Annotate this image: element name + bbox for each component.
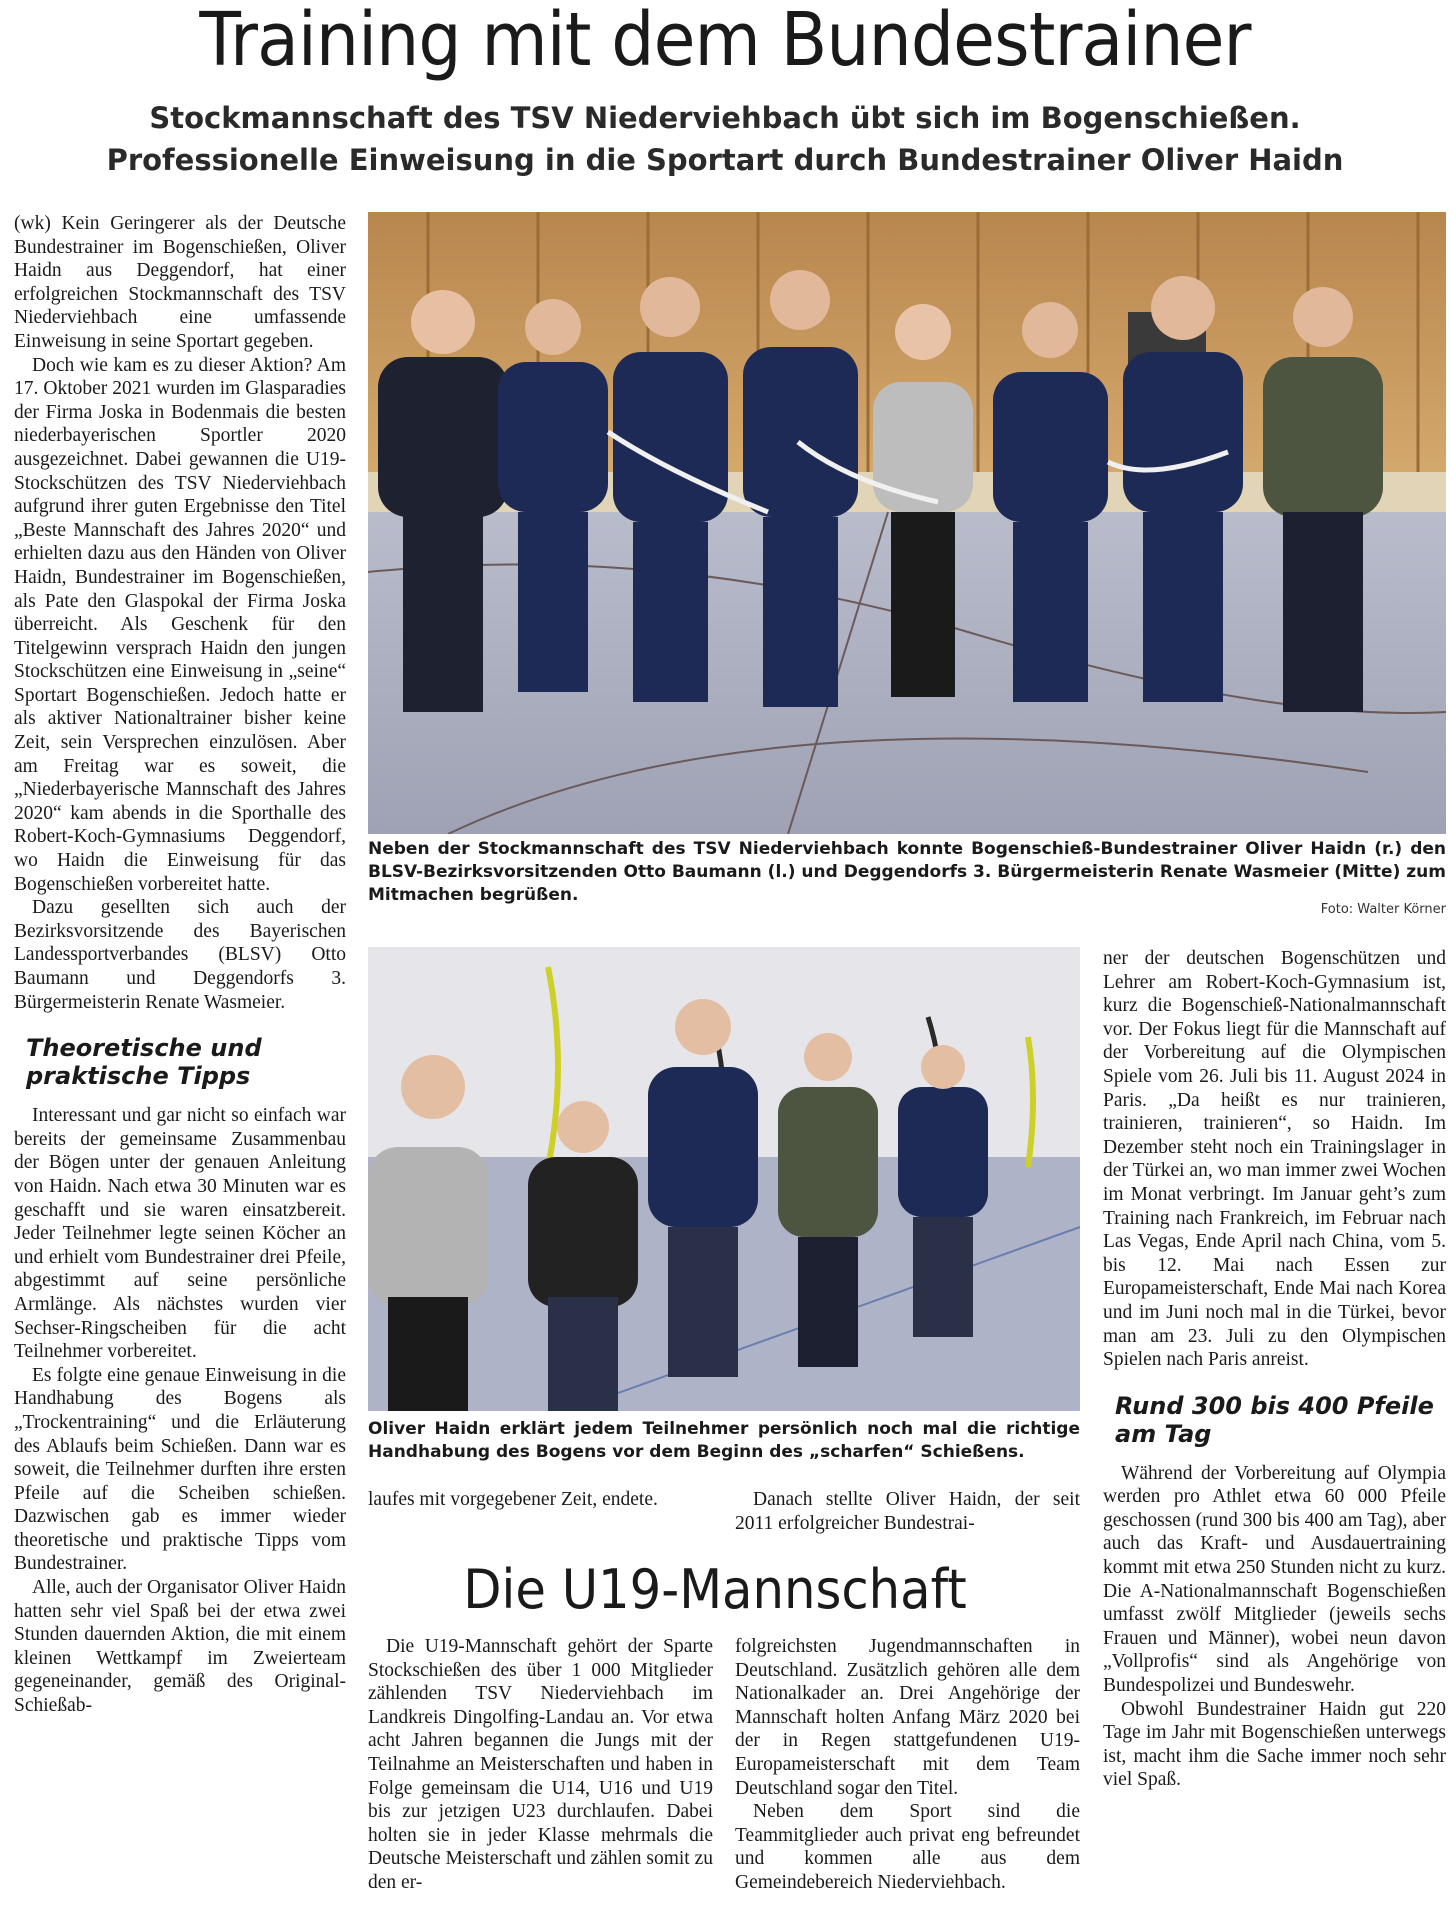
box-title: Die U19-Mannschaft (463, 1558, 967, 1621)
paragraph: Doch wie kam es zu dieser Aktion? Am 17. Oktober 2021 wurden im Glasparadies der Firma Joska in Bodenmais die besten niederbayerischen Sportler 2020 ausgezeichnet. Dabei gewannen die U19-Stockschützen des TSV Niederviehbach aufgrund ihrer guten Ergebnisse den Titel „Beste Mannschaft des Jahres 2020“ und erhielten dazu aus den Händen von Oliver Haidn, Bundestrainer im Bogenschießen, als Pate den Glaspokal der Firma Joska überreicht. Als Geschenk für den Titelgewinn versprach Haidn den jungen Stockschützen eine Einweisung in „seine“ Sportart Bogenschießen. Jedoch hatte er als aktiver Nationaltrainer bisher keine Zeit, sein Versprechen einzulösen. Aber am Freitag war es soweit, die „Niederbayerische Mannschaft des Jahres 2020“ kam abends in die Sporthalle des Robert-Koch-Gymnasiums Deggendorf, wo Haidn die Einweisung für das Bogenschießen vorbereitet hatte. (14, 354, 346, 895)
subheadline-line-2: Professionelle Einweisung in die Sportart durch Bundestrainer Oliver Haidn (106, 143, 1344, 177)
paragraph: Danach stellte Oliver Haidn, der seit 2011 erfolgreicher Bundestrai- (735, 1489, 1080, 1534)
photo1-credit: Foto: Walter Körner (1320, 902, 1446, 917)
paragraph: Die U19-Mannschaft gehört der Sparte Stockschießen des über 1 000 Mitglieder zählenden TSV Niederviehbach im Landkreis Dingolfing-Landau an. Vor etwa acht Jahren begannen die Jungs mit der Teilnahme an Meisterschaften und haben in Folge gemeinsam die U14, U16 und U19 bis zur jetzigen U23 durchlaufen. Dabei holten sie in jeder Klasse mehrmals die Deutsche Meisterschaft und zählen somit zu den er- (368, 1636, 713, 1893)
paragraph: Obwohl Bundestrainer Haidn gut 220 Tage im Jahr mit Bogenschießen unterwegs ist, macht ihm die Sache immer noch sehr viel Spaß. (1103, 1698, 1446, 1791)
box-column-1 (368, 1635, 713, 1895)
paragraph: ner der deutschen Bogenschützen und Lehrer am Robert-Koch-Gymnasium ist, kurz die Bogenschieß-Nationalmannschaft vor. Der Fokus liegt für die Mannschaft auf der Vorbereitung auf die Olympischen Spiele vom 26. Juli bis 11. August 2024 in Paris. „Da heißt es nur trainieren, trainieren, trainieren“, so Haidn. Im Dezember steht noch ein Trainingslager in der Türkei an, wo man immer zwei Wochen im Monat verbringt. Im Januar geht’s zum Training nach Frankreich, im Februar nach Las Vegas, Ende April nach China, vom 5. bis 12. Mai nach Essen zur Europameisterschaft, Ende Mai nach Korea und im Juni noch mal in die Türkei, bevor man am 23. Juli zu den Olympischen Spielen nach Paris anreist. (1103, 948, 1446, 1371)
paragraph: folgreichsten Jugendmannschaften in Deutschland. Zusätzlich gehören alle dem Nationalkader an. Drei Angehörige der Mannschaft holten Anfang März 2020 bei der in Regen stattgefundenen U19-Europameisterschaft mit dem Team Deutschland sogar den Titel. (735, 1636, 1080, 1799)
paragraph: Alle, auch der Organisator Oliver Haidn hatten sehr viel Spaß bei der etwa zwei Stunden dauernden Aktion, die mit einem kleinen Wettkampf im Zweierteam gegeneinander, gemäß des Original-Schießab- (14, 1577, 346, 1717)
paragraph: Neben dem Sport sind die Teammitglieder auch privat eng befreundet und kommen alle aus dem Gemeindebereich Niederviehbach. (735, 1801, 1080, 1893)
group-photo (368, 212, 1446, 834)
mid-column-a (368, 1488, 708, 1512)
subheading: Theoretische und praktische Tipps (26, 1034, 262, 1091)
archery-photo (368, 947, 1080, 1411)
paragraph: Dazu gesellten sich auch der Bezirksvorsitzende des Bayerischen Landessportverbandes (BLSV) Otto Baumann und Deggendorfs 3. Bürgermeisterin Renate Wasmeier. (14, 897, 346, 1013)
box-column-2 (735, 1635, 1080, 1895)
paragraph: Interessant und gar nicht so einfach war bereits der gemeinsame Zusammenbau der Bögen unter der genauen Anleitung von Haidn. Nach etwa 30 Minuten war es geschafft und sie waren einsatzbereit. Jeder Teilnehmer legte seinen Köcher an und erhielt vom Bundestrainer drei Pfeile, abgestimmt auf seine persönliche Armlänge. Als nächstes wurden vier Sechser-Ringscheiben für die acht Teilnehmer vorbereitet. (14, 1105, 346, 1363)
paragraph: Während der Vorbereitung auf Olympia werden pro Athlet etwa 60 000 Pfeile geschossen (rund 300 bis 400 am Tag), aber auch das Kraft- und Ausdauertraining kommt mit etwa 250 Stunden nicht zu kurz. Die A-Nationalmannschaft Bogenschießen umfasst zwölf Mitglieder (jeweils sechs Frauen und Männer), wobei neun davon „Vollprofis“ sind als Angehörige von Bundespolizei und Bundeswehr. (1103, 1462, 1446, 1697)
paragraph: laufes mit vorgegebener Zeit, endete. (368, 1489, 658, 1510)
paragraph: (wk) Kein Geringerer als der Deutsche Bundestrainer im Bogenschießen, Oliver Haidn aus Deggendorf, hat einer erfolgreichen Stockmannschaft des TSV Niederviehbach eine umfassende Einweisung in seine Sportart gegeben. (14, 213, 346, 352)
mid-column-b (735, 1488, 1080, 1535)
headline: Training mit dem Bundestrainer (199, 0, 1251, 83)
photo1-caption: Neben der Stockmannschaft des TSV Niederviehbach konnte Bogenschieß-Bundestrainer Oliver Haidn (r.) den BLSV-Bezirksvorsitzenden Otto Baumann (l.) und Deggendorfs 3. Bürgermeisterin Renate Wasmeier (Mitte) zum Mitmachen begrüßen. (368, 839, 1446, 905)
right-column (1103, 947, 1446, 1792)
paragraph: Es folgte eine genaue Einweisung in die Handhabung des Bogens als „Trockentraining“ und die Erläuterung des Ablaufs beim Schießen. Dann war es soweit, die Teilnehmer durften ihre ersten Pfeile auf die Scheiben schießen. Dazwischen gab es immer wieder theoretische und praktische Tipps vom Bundestrainer. (14, 1364, 346, 1575)
left-column (14, 212, 346, 1718)
subheading: Rund 300 bis 400 Pfeile am Tag (1115, 1391, 1434, 1448)
subheadline-line-1: Stockmannschaft des TSV Niederviehbach übt sich im Bogenschießen. (149, 101, 1301, 135)
photo2-caption: Oliver Haidn erklärt jedem Teilnehmer persönlich noch mal die richtige Handhabung des Bogens vor dem Beginn des „scharfen“ Schießens. (368, 1419, 1080, 1462)
